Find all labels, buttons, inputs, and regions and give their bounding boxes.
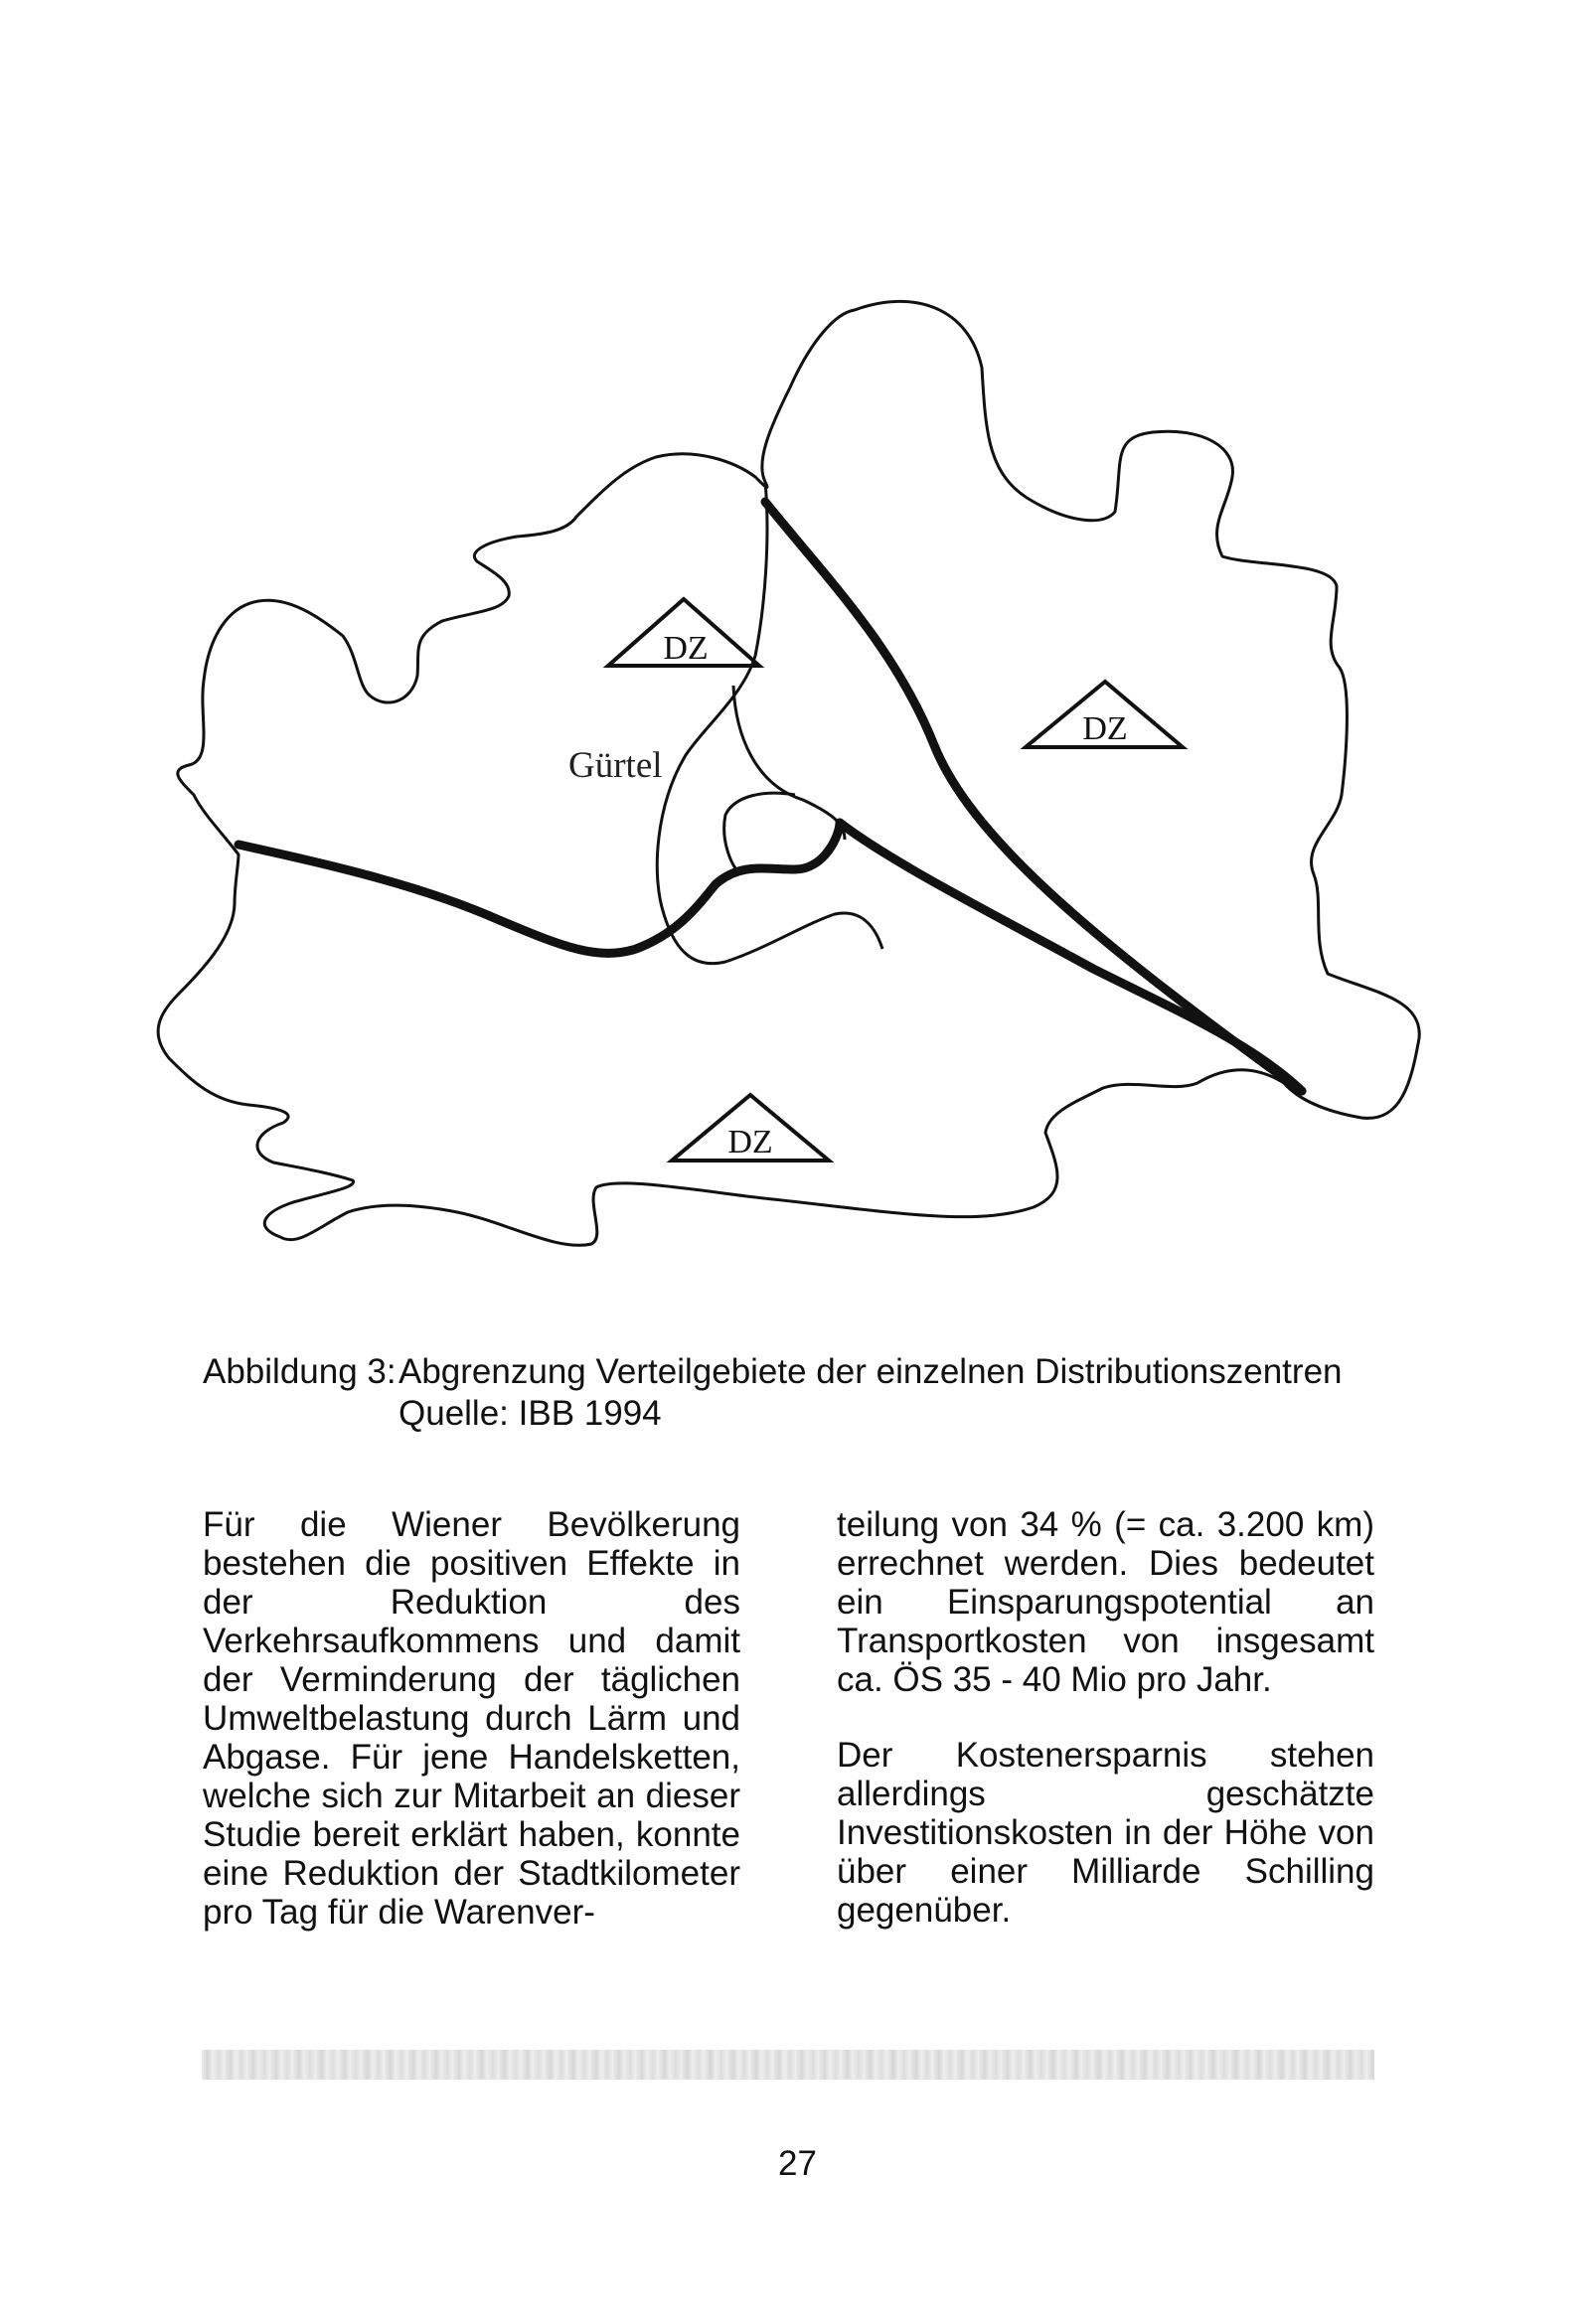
caption-label: Abbildung 3: (203, 1352, 397, 1391)
dz-marker-northwest (608, 599, 759, 667)
text-column-right (837, 1505, 1374, 1966)
inner-loop-line (724, 793, 795, 874)
guertel-line (657, 482, 882, 964)
paragraph: Für die Wiener Bevölkerung bestehen die positiven Effekte in der Reduktion des Verkehrsaufkommens und damit der Verminderung der täglichen Umweltbelastung durch Lärm und Abgase. Für jene Handelsketten, welche sich zur Mitarbeit an dieser Studie bereit erklärt haben, konnte eine Reduktion der Stadtkilometer pro Tag für die Warenver- (203, 1505, 740, 1932)
paragraph: Der Kostenersparnis stehen allerdings geschätzte Investitionskosten in der Höhe von über einer Milliarde Schilling gegenüber. (837, 1736, 1374, 1930)
caption-source: Quelle: IBB 1994 (399, 1394, 662, 1433)
boundary-east (840, 823, 1302, 1091)
inner-ring-line (733, 686, 845, 840)
boundary-west (239, 823, 840, 953)
paragraph: teilung von 34 % (= ca. 3.200 km) errechnet werden. Dies bedeutet ein Einsparungspotential an Transportkosten von insgesamt ca. ÖS 35 - 40 Mio pro Jahr. (837, 1505, 1374, 1699)
dz-label: DZ (663, 630, 709, 667)
boundary-northeast (765, 502, 1302, 1091)
figure-caption (203, 1351, 1343, 1435)
scan-artifact-bar (202, 2050, 1374, 2080)
guertel-label: Gürtel (568, 745, 663, 786)
dz-label: DZ (1082, 710, 1128, 747)
city-boundary (158, 301, 1419, 1245)
text-column-left (203, 1505, 740, 1968)
caption-title: Abgrenzung Verteilgebiete der einzelnen Distributionszentren (399, 1352, 1343, 1391)
dz-marker-south (672, 1095, 829, 1161)
dz-label: DZ (727, 1124, 773, 1161)
page-number: 27 (778, 2144, 817, 2183)
dz-marker-east (1026, 682, 1183, 747)
